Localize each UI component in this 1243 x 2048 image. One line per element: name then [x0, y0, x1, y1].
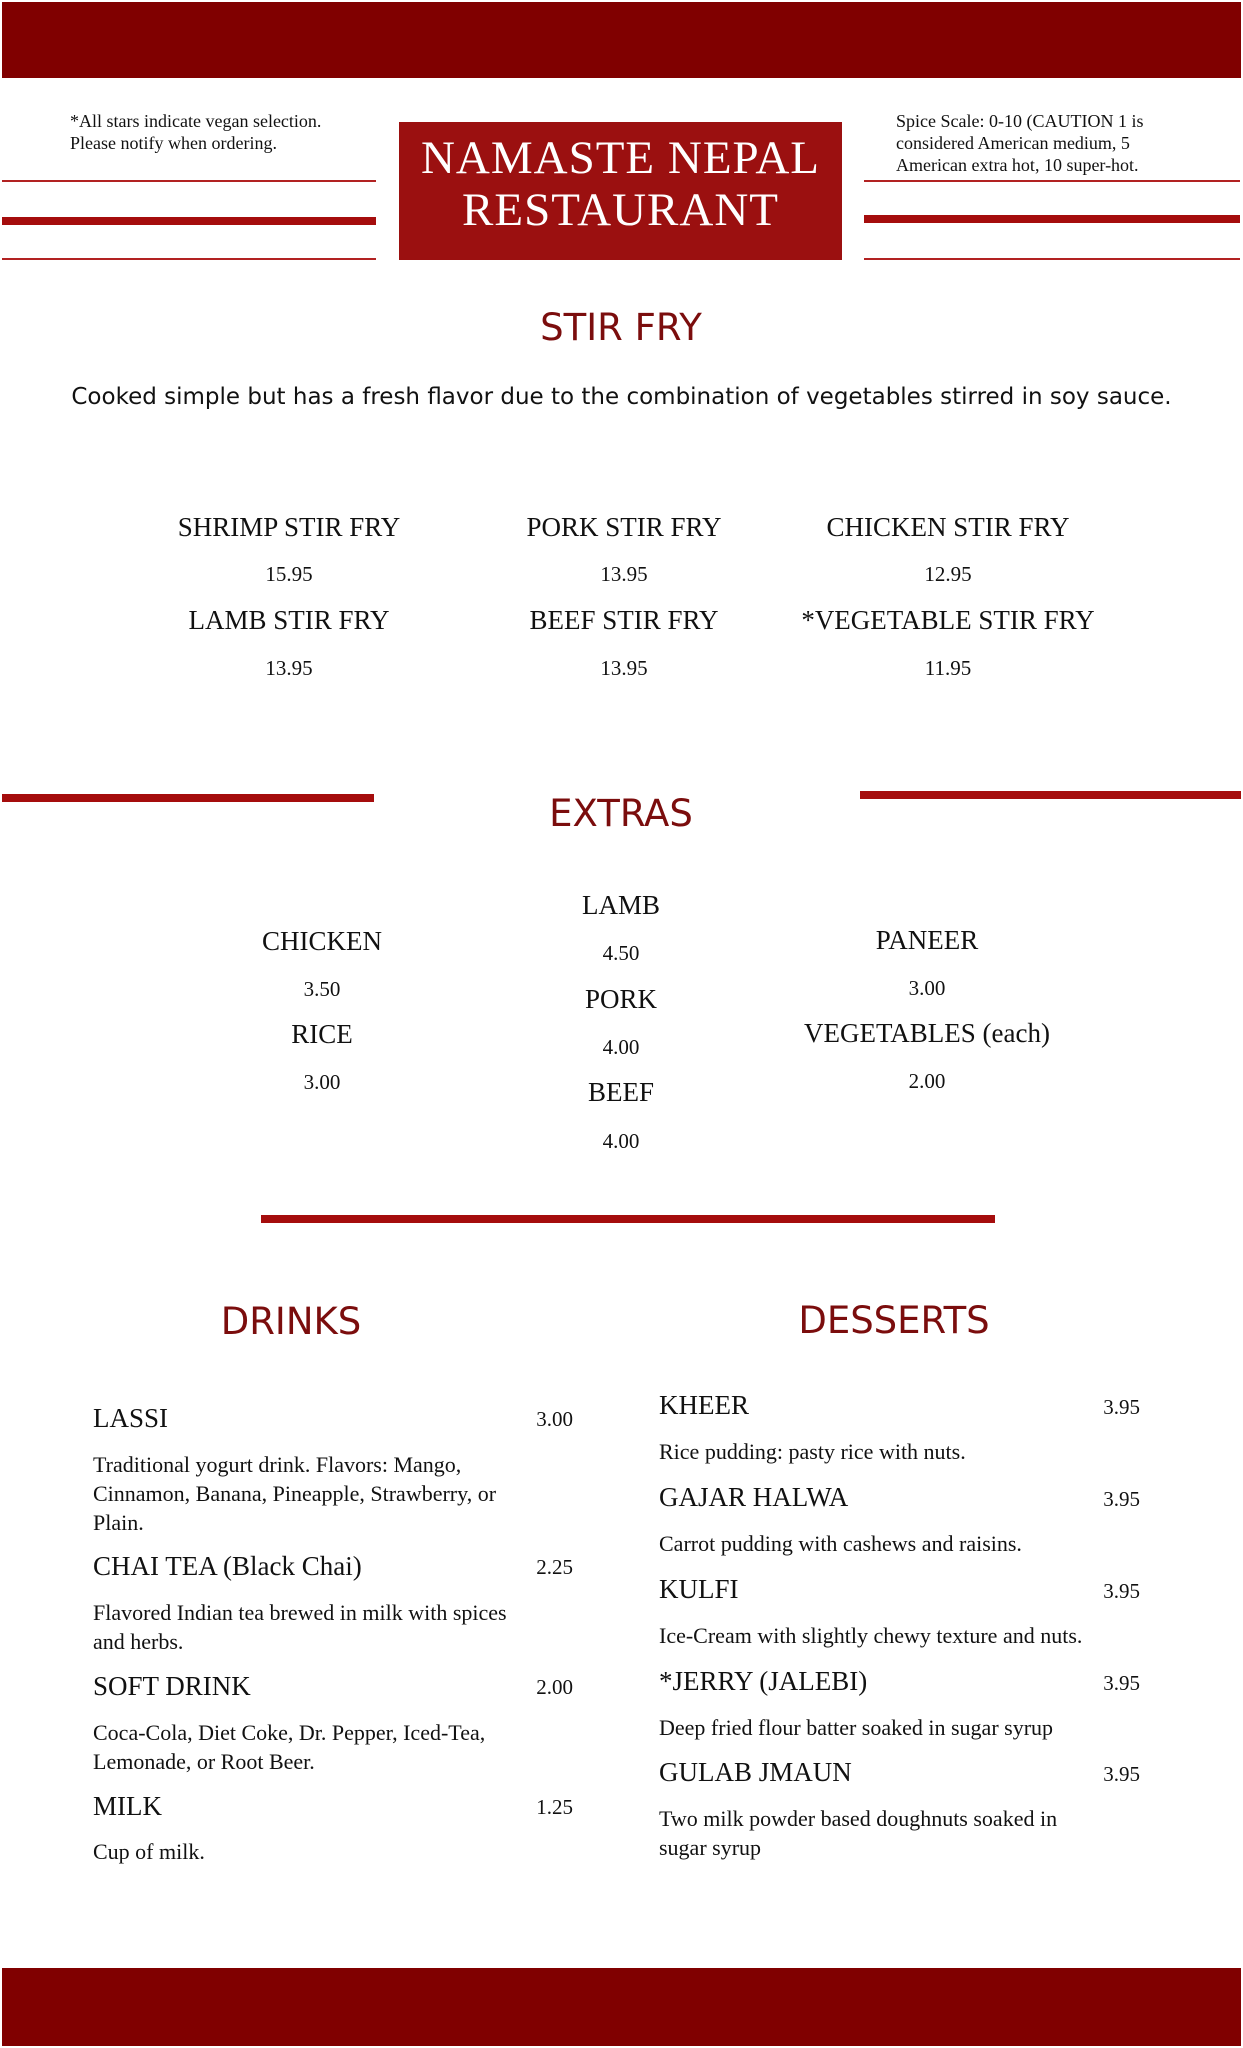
desserts-heading: DESSERTS	[798, 1299, 990, 1342]
spice-scale-line: American extra hot, 10 super-hot.	[896, 155, 1139, 175]
header-rule-right-thick	[864, 215, 1240, 223]
menu-item-name: CHAI TEA (Black Chai)	[93, 1551, 362, 1581]
stir-fry-description: Cooked simple but has a fresh flavor due to the combination of vegetables stirred in soy sauce.	[71, 384, 1172, 410]
menu-item-price: 4.50	[602, 941, 640, 965]
menu-item-name: KHEER	[659, 1390, 749, 1420]
description-line: Cup of milk.	[93, 1839, 205, 1864]
description-line: Coca-Cola, Diet Coke, Dr. Pepper, Iced-Tea,	[93, 1720, 486, 1745]
spice-scale-line: considered American medium, 5	[896, 133, 1130, 153]
menu-item-price: 1.25	[536, 1795, 573, 1819]
menu-item-name: BEEF	[587, 1077, 654, 1107]
extras-rule-right	[860, 791, 1241, 799]
menu-item-price: 3.95	[1103, 1762, 1140, 1786]
description-line: Rice pudding: pasty rice with nuts.	[659, 1439, 966, 1464]
menu-item-name: LASSI	[93, 1403, 169, 1433]
drinks-heading: DRINKS	[220, 1300, 362, 1343]
menu-item-price: 13.95	[265, 656, 313, 680]
header-rule-right-thin	[864, 258, 1240, 260]
menu-item-name: PANEER	[875, 925, 979, 955]
bottom-banner	[2, 1968, 1241, 2046]
description-line: Lemonade, or Root Beer.	[93, 1749, 315, 1774]
menu-item-name: LAMB STIR FRY	[188, 605, 390, 635]
menu-item-name: CHICKEN	[262, 926, 382, 956]
menu-item-name: SHRIMP STIR FRY	[177, 512, 401, 542]
description-line: Carrot pudding with cashews and raisins.	[659, 1531, 1022, 1556]
menu-item-price: 3.00	[303, 1070, 341, 1094]
description-line: Cinnamon, Banana, Pineapple, Strawberry, or	[93, 1481, 497, 1506]
menu-item-description	[93, 1450, 496, 1537]
header-rule-left-thin	[2, 180, 376, 182]
menu-item-price: 11.95	[924, 656, 972, 680]
menu-item-description	[659, 1437, 966, 1466]
vegan-note-line: *All stars indicate vegan selection.	[70, 111, 322, 131]
description-line: sugar syrup	[659, 1835, 762, 1860]
menu-item-price: 3.00	[536, 1407, 573, 1431]
stir-fry-heading: STIR FRY	[540, 306, 702, 349]
menu-item-price: 15.95	[265, 562, 313, 586]
title-line: RESTAURANT	[462, 184, 779, 236]
menu-item-name: *JERRY (JALEBI)	[659, 1666, 868, 1696]
menu-item-name: PORK STIR FRY	[526, 512, 722, 542]
title-line: NAMASTE NEPAL	[420, 132, 821, 184]
menu-item-name: VEGETABLES (each)	[803, 1018, 1050, 1048]
menu-item-description	[659, 1713, 1053, 1742]
menu-item-description	[93, 1837, 205, 1866]
menu-item-name: RICE	[291, 1019, 353, 1049]
header-rule-left-thick	[2, 217, 376, 225]
menu-item-price: 3.95	[1103, 1395, 1140, 1419]
description-line: Flavored Indian tea brewed in milk with spices	[93, 1600, 507, 1625]
description-line: Plain.	[93, 1510, 144, 1535]
menu-item-description	[659, 1621, 1082, 1650]
menu-item-name: PORK	[584, 984, 658, 1014]
menu-item-price: 2.25	[536, 1555, 573, 1579]
extras-heading: EXTRAS	[549, 792, 693, 835]
menu-item-price: 3.95	[1103, 1671, 1140, 1695]
menu-item-name: KULFI	[659, 1574, 739, 1604]
menu-item-price: 2.00	[908, 1069, 946, 1093]
menu-item-description	[93, 1598, 507, 1656]
description-line: Deep fried flour batter soaked in sugar syrup	[659, 1715, 1054, 1740]
description-line: Traditional yogurt drink. Flavors: Mango,	[93, 1452, 462, 1477]
menu-item-price: 3.95	[1103, 1579, 1140, 1603]
menu-item-price: 2.00	[536, 1675, 573, 1699]
menu-item-price: 13.95	[600, 656, 648, 680]
menu-item-name: CHICKEN STIR FRY	[826, 512, 1070, 542]
description-line: and herbs.	[93, 1629, 184, 1654]
menu-item-description	[659, 1804, 1057, 1862]
menu-item-price: 4.00	[602, 1035, 640, 1059]
menu-item-name: SOFT DRINK	[93, 1671, 251, 1701]
description-line: Ice-Cream with slightly chewy texture and nuts.	[659, 1623, 1083, 1648]
menu-item-price: 13.95	[600, 562, 648, 586]
menu-item-price: 3.50	[303, 977, 341, 1001]
menu-item-price: 3.95	[1103, 1487, 1140, 1511]
menu-item-price: 3.00	[908, 976, 946, 1000]
menu-item-name: GULAB JMAUN	[659, 1757, 852, 1787]
menu-item-price: 12.95	[924, 562, 972, 586]
extras-rule-bottom	[261, 1215, 995, 1223]
spice-scale-note	[896, 110, 1143, 176]
menu-item-name: *VEGETABLE STIR FRY	[801, 605, 1095, 635]
menu-item-description	[93, 1718, 485, 1776]
menu-item-price: 4.00	[602, 1129, 640, 1153]
spice-scale-line: Spice Scale: 0-10 (CAUTION 1 is	[896, 111, 1144, 131]
vegan-note	[70, 110, 321, 154]
header-rule-left-thin	[2, 258, 376, 260]
restaurant-title	[399, 122, 842, 260]
menu-item-name: LAMB	[581, 890, 660, 920]
description-line: Two milk powder based doughnuts soaked in	[659, 1806, 1058, 1831]
menu-item-name: BEEF STIR FRY	[529, 605, 719, 635]
extras-rule-left	[2, 794, 374, 802]
header-rule-right-thin	[864, 180, 1240, 182]
menu-item-name: MILK	[93, 1791, 162, 1821]
menu-item-description	[659, 1529, 1022, 1558]
vegan-note-line: Please notify when ordering.	[70, 133, 277, 153]
top-banner	[2, 2, 1241, 78]
menu-item-name: GAJAR HALWA	[659, 1482, 849, 1512]
